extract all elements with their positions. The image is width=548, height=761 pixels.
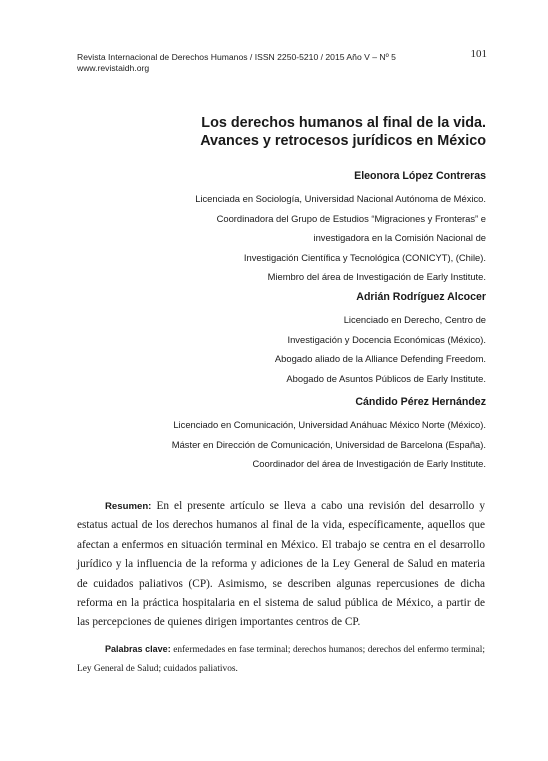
author-affiliation: Licenciada en Sociología, Universidad Nacional Autónoma de México. (195, 193, 486, 204)
author-affiliation: Licenciado en Comunicación, Universidad Anáhuac México Norte (México). (173, 419, 486, 430)
author-affiliation: Licenciado en Derecho, Centro de (343, 314, 486, 325)
author-block-3 (46, 395, 486, 474)
running-header (77, 48, 487, 74)
author-name: Adrián Rodríguez Alcocer (356, 291, 486, 303)
author-affiliation: investigadora en la Comisión Nacional de (313, 232, 486, 244)
author-affiliation: Investigación y Docencia Económicas (México). (287, 333, 486, 345)
abstract-text: En el presente artículo se lleva a cabo una revisión del desarrollo y estatus actual de los derechos humanos al final de la vida, específicamente, aquellos que afectan a enfermos en situación terminal en México. El trabajo se centra en el desarrollo jurídico y la influencia de la reforma y adiciones de la Ley General de Salud en materia de cuidados paliativos (CP). Asimismo, se describen algunas repercusiones de dicha reforma en la práctica hospitalaria en el sistema de salud pública de México, a partir de las percepciones de quienes dirigen importantes centros de CP. (77, 500, 485, 629)
author-block-2 (46, 290, 486, 388)
author-affiliation: Abogado de Asuntos Públicos de Early Institute. (286, 372, 486, 384)
author-name: Cándido Pérez Hernández (355, 396, 486, 408)
title-line-1: Los derechos humanos al final de la vida. (201, 115, 486, 131)
author-block-1 (46, 169, 486, 287)
author-affiliation: Miembro del área de Investigación de Early Institute. (267, 271, 486, 283)
journal-info: Revista Internacional de Derechos Humanos / ISSN 2250-5210 / 2015 Año V – Nº 5 (77, 52, 396, 62)
author-affiliation: Investigación Científica y Tecnológica (CONICYT), (Chile). (243, 251, 486, 263)
author-name: Eleonora López Contreras (354, 170, 486, 182)
page-number: 101 (470, 48, 487, 60)
author-affiliation: Máster en Dirección de Comunicación, Universidad de Barcelona (España). (171, 438, 486, 450)
journal-website[interactable]: www.revistaidh.org (77, 63, 150, 73)
abstract (77, 497, 485, 633)
title-line-2: Avances y retrocesos jurídicos en México (200, 133, 486, 149)
author-affiliation: Coordinador del área de Investigación de Early Institute. (252, 458, 486, 470)
author-affiliation: Coordinadora del Grupo de Estudios “Migraciones y Fronteras” e (216, 212, 486, 224)
abstract-label: Resumen: (105, 501, 152, 512)
keywords (77, 640, 485, 678)
article-title (200, 114, 486, 150)
author-affiliation: Abogado aliado de la Alliance Defending Freedom. (274, 353, 486, 365)
keywords-text: enfermedades en fase terminal; derechos humanos; derechos del enfermo terminal; Ley General de Salud; cuidados paliativos. (77, 645, 486, 674)
keywords-label: Palabras clave: (105, 644, 171, 654)
